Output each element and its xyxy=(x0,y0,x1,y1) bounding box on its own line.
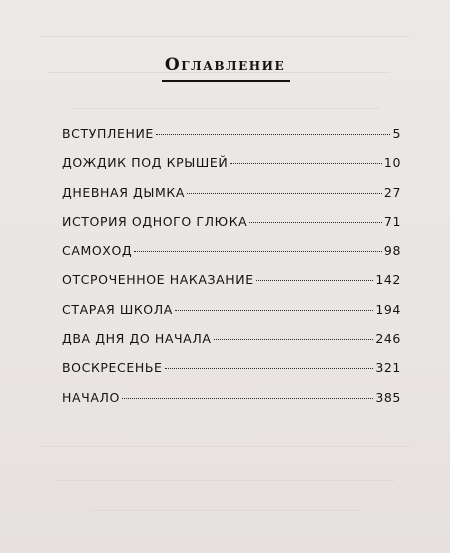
dot-leader xyxy=(134,251,382,252)
toc-entry-page: 194 xyxy=(375,301,401,317)
toc-entry-page: 98 xyxy=(383,243,401,259)
toc-entry[interactable] xyxy=(62,185,401,214)
toc-entry[interactable] xyxy=(62,302,401,331)
toc-entry-title: НАЧАЛО xyxy=(62,389,120,405)
toc-entry-title: ВОСКРЕСЕНЬЕ xyxy=(62,360,163,376)
toc-entry[interactable] xyxy=(62,390,401,419)
dot-leader xyxy=(156,134,391,135)
dot-leader xyxy=(256,280,374,281)
toc-entry-title: ДОЖДИК ПОД КРЫШЕЙ xyxy=(62,155,229,171)
toc-title: Оглавление xyxy=(164,55,286,75)
toc-entry[interactable] xyxy=(62,360,401,389)
toc-entry[interactable] xyxy=(62,126,401,155)
toc-entry-page: 10 xyxy=(383,155,401,171)
toc-entry-title: СТАРАЯ ШКОЛА xyxy=(62,301,173,317)
title-underline xyxy=(162,80,290,82)
dot-leader xyxy=(175,310,373,311)
bleed-through-line xyxy=(40,36,410,37)
toc-entry-title: САМОХОД xyxy=(62,243,133,259)
toc-entry-page: 5 xyxy=(392,126,401,141)
toc-entry-page: 385 xyxy=(375,389,401,405)
toc-entry-page: 142 xyxy=(375,272,401,288)
bleed-through-line xyxy=(70,108,380,109)
toc-entry-page: 246 xyxy=(375,331,401,347)
dot-leader xyxy=(165,368,374,369)
bleed-through-line xyxy=(90,510,360,511)
dot-leader xyxy=(230,163,382,164)
toc-entry[interactable] xyxy=(62,272,401,301)
toc-entry[interactable] xyxy=(62,214,401,243)
dot-leader xyxy=(214,339,374,340)
toc-entry-page: 321 xyxy=(375,360,401,376)
toc-entry-title: ВСТУПЛЕНИЕ xyxy=(62,126,154,141)
toc-list xyxy=(62,126,401,419)
bleed-through-line xyxy=(40,446,410,447)
dot-leader xyxy=(249,222,382,223)
toc-entry-page: 27 xyxy=(383,184,401,200)
toc-entry-page: 71 xyxy=(383,213,401,229)
toc-entry-title: ОТСРОЧЕННОЕ НАКАЗАНИЕ xyxy=(62,272,254,288)
toc-entry[interactable] xyxy=(62,155,401,184)
toc-entry-title: ДВА ДНЯ ДО НАЧАЛА xyxy=(62,331,212,347)
bleed-through-line xyxy=(55,480,395,481)
toc-entry-title: ИСТОРИЯ ОДНОГО ГЛЮКА xyxy=(62,213,248,229)
dot-leader xyxy=(187,193,382,194)
toc-entry[interactable] xyxy=(62,331,401,360)
dot-leader xyxy=(122,398,373,399)
toc-entry-title: ДНЕВНАЯ ДЫМКА xyxy=(62,184,186,200)
toc-entry[interactable] xyxy=(62,243,401,272)
